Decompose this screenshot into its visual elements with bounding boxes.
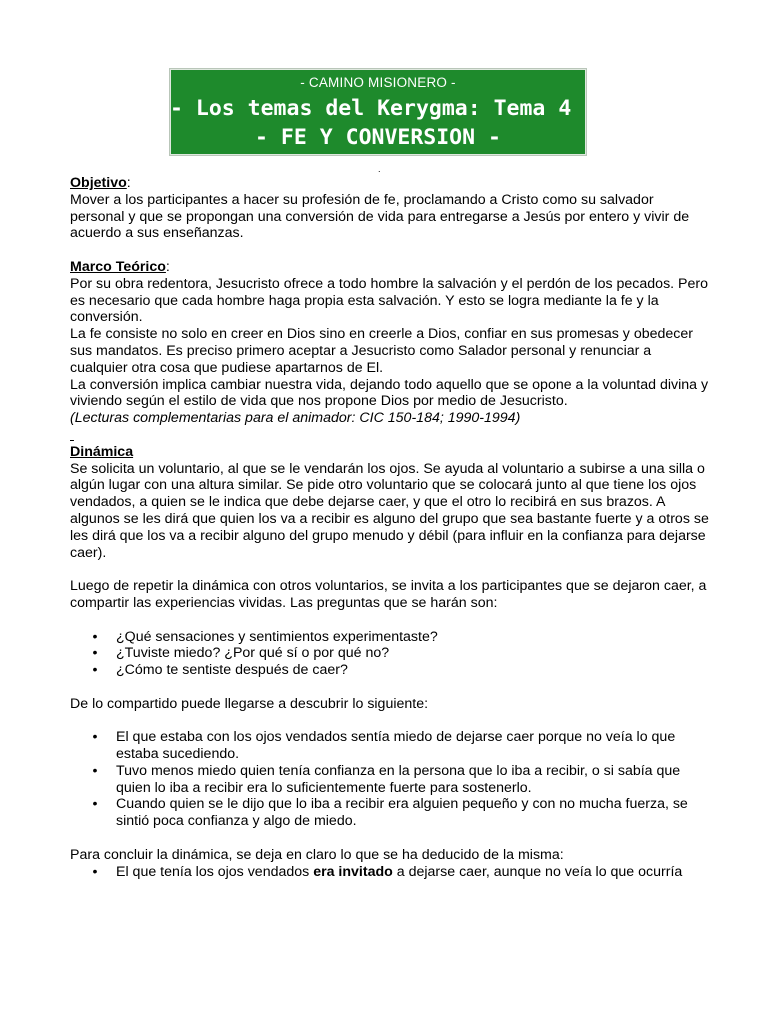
list-item: • Tuvo menos miedo quien tenía confianza en la persona que lo iba a recibir, o si sabía que quien lo iba a recibir era lo suficientemente fuerte para sostenerlo. [70, 763, 710, 797]
dinamica-paragraph-1: Se solicita un voluntario, al que se le vendarán los ojos. Se ayuda al voluntario a subirse a una silla o algún lugar con una altura similar. Se pide otro voluntario que se colocará junto al que tiene los ojos vendados, a quien se le indica que debe dejarse caer, y que el otro lo recibirá en sus brazos. A algunos se les dirá que quien los va a recibir es alguno del grupo que sea bastante fuerte y a otros se les dirá que los va a recibir alguno del grupo menudo y débil (para influir en la confianza para dejarse caer). [70, 460, 709, 561]
list-item: • El que tenía los ojos vendados era invitado a dejarse caer, aunque no veía lo que ocurría [70, 864, 710, 881]
marco-paragraph-2: La fe consiste no solo en creer en Dios sino en creerle a Dios, confiar en sus promesas y obedecer sus mandatos. Es preciso primero aceptar a Jesucristo como Salador personal y renunciar a cualquier otra cosa que pudiese apartarnos de El. [70, 326, 694, 376]
document-body [70, 175, 710, 880]
title-banner [169, 68, 598, 156]
marco-paragraph-1: Por su obra redentora, Jesucristo ofrece a todo hombre la salvación y el perdón de los pecados. Pero es necesario que cada hombre haga propia esta salvación. Y esto se logra mediante la fe y la conversión. [70, 275, 709, 326]
objetivo-heading-line [70, 175, 710, 192]
findings-list [70, 729, 710, 830]
objetivo-colon: : [126, 175, 131, 191]
list-item: • ¿Tuviste miedo? ¿Por qué sí o por qué no? [70, 645, 710, 662]
list-item: • Cuando quien se le dijo que lo iba a recibir era alguien pequeño y con no mucha fuerza, se sintió poca confianza y algo de miedo. [70, 796, 710, 830]
marco-heading-line [70, 259, 710, 276]
dinamica-paragraph-4: Para concluir la dinámica, se deja en claro lo que se ha deducido de la misma: [70, 846, 564, 863]
bullet-icon: • [92, 863, 98, 880]
list-item: • ¿Qué sensaciones y sentimientos experimentaste? [70, 629, 710, 646]
bullet-icon: • [92, 762, 98, 779]
stray-dot: . [378, 164, 381, 174]
dinamica-paragraph-3: De lo compartido puede llegarse a descubrir lo siguiente: [70, 695, 429, 712]
conclusion-list [70, 864, 710, 881]
dinamica-paragraph-2: Luego de repetir la dinámica con otros voluntarios, se invita a los participantes que se dejaron caer, a compartir las experiencias vividas. Las preguntas que se harán son: [70, 578, 707, 611]
list-item: • ¿Cómo te sentiste después de caer? [70, 662, 710, 679]
questions-list [70, 629, 710, 679]
emphasis-text: era invitado [313, 863, 393, 880]
blank-underline [70, 427, 710, 444]
bullet-icon: • [92, 796, 98, 813]
bullet-icon: • [92, 729, 98, 746]
bullet-icon: • [92, 662, 98, 679]
marco-paragraph-3: La conversión implica cambiar nuestra vida, dejando todo aquello que se opone a la voluntad divina y viviendo según el estilo de vida que nos propone Dios por medio de Jesucristo. [70, 376, 709, 410]
list-item: • El que estaba con los ojos vendados sentía miedo de dejarse caer porque no veía lo que estaba sucediendo. [70, 729, 710, 763]
banner-title: - Los temas del Kerygma: Tema 4 - [170, 96, 598, 121]
marco-heading: Marco Teórico [70, 258, 166, 275]
bullet-icon: • [92, 628, 98, 645]
marco-colon: : [165, 258, 170, 275]
objetivo-heading: Objetivo [70, 175, 127, 191]
bullet-icon: • [92, 645, 98, 662]
objetivo-text: Mover a los participantes a hacer su profesión de fe, proclamando a Cristo como su salvador personal y que se propongan una conversión de vida para entregarse a Jesús por entero y vivir de acuerdo a sus enseñanzas. [70, 191, 690, 242]
marco-readings: (Lecturas complementarias para el animador: CIC 150-184; 1990-1994) [70, 410, 521, 427]
banner-subtitle: - FE Y CONVERSION - [255, 125, 501, 150]
banner-kicker: - CAMINO MISIONERO - [300, 75, 456, 90]
dinamica-heading: Dinámica [70, 443, 134, 460]
